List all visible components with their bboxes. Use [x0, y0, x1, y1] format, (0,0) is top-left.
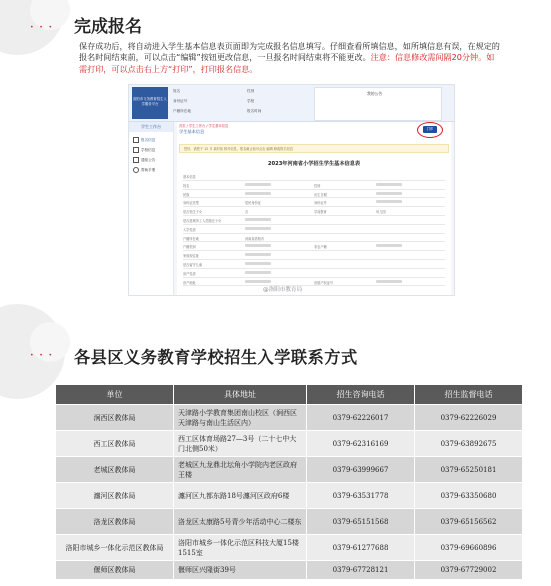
- form-label: 房产地址: [183, 280, 196, 285]
- help-icon: [133, 167, 139, 173]
- notice-panel: [314, 87, 442, 121]
- notice-title: 我的公告: [367, 91, 383, 96]
- cell-address: 瀍河区九都东路18号瀍河区政府6楼: [174, 483, 307, 509]
- bell-icon: [133, 157, 139, 163]
- watermark: @洛阳市教育局: [263, 287, 303, 293]
- form-row: [183, 269, 445, 278]
- column-header-inquiry-phone: 招生咨询电话: [307, 385, 415, 405]
- column-header-unit: 单位: [56, 385, 174, 405]
- table-row: [56, 535, 523, 561]
- form-label: 出生日期: [314, 192, 327, 197]
- form-label: 是否独生子女: [183, 210, 203, 215]
- cell-supervision-phone: 0379-63892675: [415, 431, 523, 457]
- table-row: [56, 405, 523, 431]
- form-row: [183, 225, 445, 234]
- breadcrumb: 首页 / 学生工作台 / 学生基本信息: [179, 124, 229, 128]
- cell-supervision-phone: 0379-67729002: [415, 561, 523, 580]
- blurred-value: [245, 253, 271, 256]
- form-row: [183, 234, 445, 243]
- cell-unit: 西工区教体局: [56, 431, 174, 457]
- cell-inquiry-phone: 0379-63531778: [307, 483, 415, 509]
- section-title-complete-registration: 完成报名: [74, 17, 142, 37]
- form-row: [183, 172, 445, 181]
- blurred-value: [376, 280, 402, 283]
- cell-supervision-phone: 0379-69660896: [415, 535, 523, 561]
- form-row: [183, 181, 445, 190]
- form-title: 2023年河南省小学招生学生基本信息表: [267, 161, 361, 167]
- banner-field: 报名时间: [247, 109, 262, 113]
- sidebar-item-help: 帮助手册: [133, 167, 155, 173]
- section-title-contacts: 各县区义务教育学校招生入学联系方式: [74, 348, 358, 367]
- form-label: 身份证类型: [183, 201, 199, 206]
- blurred-value: [245, 227, 271, 230]
- instruction-paragraph: [79, 41, 501, 75]
- cell-unit: 老城区教体局: [56, 457, 174, 483]
- cell-inquiry-phone: 0379-65151568: [307, 509, 415, 535]
- form-value: 幼儿园: [376, 210, 386, 215]
- banner-field: 学校: [247, 99, 255, 103]
- banner-field: 姓名: [173, 89, 181, 93]
- cell-unit: 洛阳市城乡一体化示范区教体局: [56, 535, 174, 561]
- table-row: [56, 431, 523, 457]
- sidebar-item-school-info: 学校信息: [133, 147, 155, 153]
- cell-address: 洛阳市城乡一体化示范区科技大厦15楼1515室: [174, 535, 307, 561]
- form-row: [183, 278, 445, 287]
- form-row: [183, 190, 445, 199]
- screenshot-sidebar: [129, 122, 174, 295]
- form-label: 身份证号: [314, 201, 327, 206]
- cell-inquiry-phone: 0379-67728121: [307, 561, 415, 580]
- blurred-value: [245, 192, 271, 195]
- decorative-corner-top: • • •: [0, 0, 72, 52]
- cell-supervision-phone: 0379-65250181: [415, 457, 523, 483]
- embedded-screenshot: [128, 84, 455, 296]
- blurred-value: [376, 244, 402, 247]
- form-label: 户籍类别: [183, 245, 196, 250]
- table-row: [56, 561, 523, 580]
- form-label: 房产性质: [183, 271, 196, 276]
- sidebar-item-registration-info: 报名信息: [133, 137, 155, 143]
- sidebar-item-notice: 通知公告: [133, 157, 155, 163]
- form-row: [183, 207, 445, 216]
- sidebar-title: 学生工作台: [129, 122, 173, 132]
- page-title: 学生基本信息: [179, 129, 205, 134]
- table-row: [56, 509, 523, 535]
- form-label: 户籍所在地: [183, 236, 199, 241]
- banner-field: 户籍所在地: [173, 109, 191, 113]
- form-label: 基本信息: [183, 175, 196, 179]
- document-icon: [133, 137, 139, 143]
- form-label: 是否进城务工人员随迁子女: [183, 218, 222, 223]
- cell-address: 天津路小学教育集团南山校区（涧西区天津路与南山生活区内）: [174, 405, 307, 431]
- form-label: 非农户籍: [314, 245, 327, 250]
- screenshot-banner: [129, 85, 454, 122]
- blurred-value: [245, 183, 271, 186]
- cell-address: 偃师区兴隆街39号: [174, 561, 307, 580]
- table-row: [56, 483, 523, 509]
- cell-address: 洛龙区太康路5号青少年活动中心二楼东: [174, 509, 307, 535]
- student-info-form: [183, 172, 445, 286]
- form-row: [183, 251, 445, 260]
- form-label: 姓名: [183, 183, 190, 188]
- form-label: 性别: [314, 183, 321, 188]
- cell-unit: 涧西区教体局: [56, 405, 174, 431]
- blurred-value: [245, 271, 271, 274]
- blurred-value: [245, 218, 271, 221]
- blurred-value: [245, 262, 271, 265]
- school-icon: [133, 147, 139, 153]
- form-label: 是否留守儿童: [183, 262, 203, 267]
- form-value: 河南省洛阳市: [245, 236, 265, 241]
- banner-field: 身份证号: [173, 99, 188, 103]
- banner-field: 性别: [247, 89, 255, 93]
- cell-inquiry-phone: 0379-63999667: [307, 457, 415, 483]
- platform-logo: 洛阳市义务教育招生入学服务平台: [132, 87, 168, 119]
- form-row: [183, 216, 445, 225]
- form-label: 房屋产权证号: [314, 280, 334, 285]
- cell-inquiry-phone: 0379-62316169: [307, 431, 415, 457]
- cell-inquiry-phone: 0379-61277688: [307, 535, 415, 561]
- form-value: 否: [245, 210, 249, 215]
- column-header-address: 具体地址: [174, 385, 307, 405]
- table-header-row: [56, 385, 523, 405]
- blurred-value: [376, 183, 402, 186]
- form-label: 入学性质: [183, 227, 196, 232]
- form-row: [183, 242, 445, 251]
- blurred-value: [376, 192, 402, 195]
- table-row: [56, 457, 523, 483]
- alert-banner: 您好，请您于 12 月 某时前 核对信息，报名截止前可点击 编辑 修改报名信息: [179, 144, 449, 153]
- cell-unit: 偃师区教体局: [56, 561, 174, 580]
- contacts-table: [55, 384, 523, 580]
- cell-unit: 洛龙区教体局: [56, 509, 174, 535]
- form-label: 民族: [183, 192, 190, 197]
- cell-unit: 瀍河区教体局: [56, 483, 174, 509]
- blurred-value: [245, 280, 271, 283]
- blurred-value: [376, 200, 402, 203]
- blurred-value: [245, 244, 271, 247]
- form-value: 居民身份证: [245, 201, 261, 206]
- cell-supervision-phone: 0379-65156562: [415, 509, 523, 535]
- screenshot-main: [177, 122, 451, 295]
- form-row: [183, 260, 445, 269]
- cell-supervision-phone: 0379-62226029: [415, 405, 523, 431]
- form-label: 家庭现住址: [183, 254, 199, 259]
- print-button: 打印: [423, 126, 437, 133]
- form-label: 学前教育: [314, 210, 327, 215]
- cell-supervision-phone: 0379-63350680: [415, 483, 523, 509]
- warning-text: 注意：信息修改需间隔20分钟。如需打印，可以点击右上方“打印”，打印报名信息。: [79, 52, 495, 74]
- cell-inquiry-phone: 0379-62226017: [307, 405, 415, 431]
- cell-address: 西工区体育场路27—3号（二十七中大门北侧50米）: [174, 431, 307, 457]
- cell-address: 老城区九龙鼎北坛角小学院内老区政府王楼: [174, 457, 307, 483]
- column-header-supervision-phone: 招生监督电话: [415, 385, 523, 405]
- instruction-text: 保存成功后，将自动进入学生基本信息表页面即为完成报名信息填写。仔细查看所填信息，如所填信息有误，在规定的报名时间结束前，可以点击“编辑”按钮更改信息，一旦报名时间结束将不能更改。: [79, 41, 500, 63]
- decorative-corner-bottom: • • •: [0, 318, 72, 370]
- form-row: [183, 198, 445, 207]
